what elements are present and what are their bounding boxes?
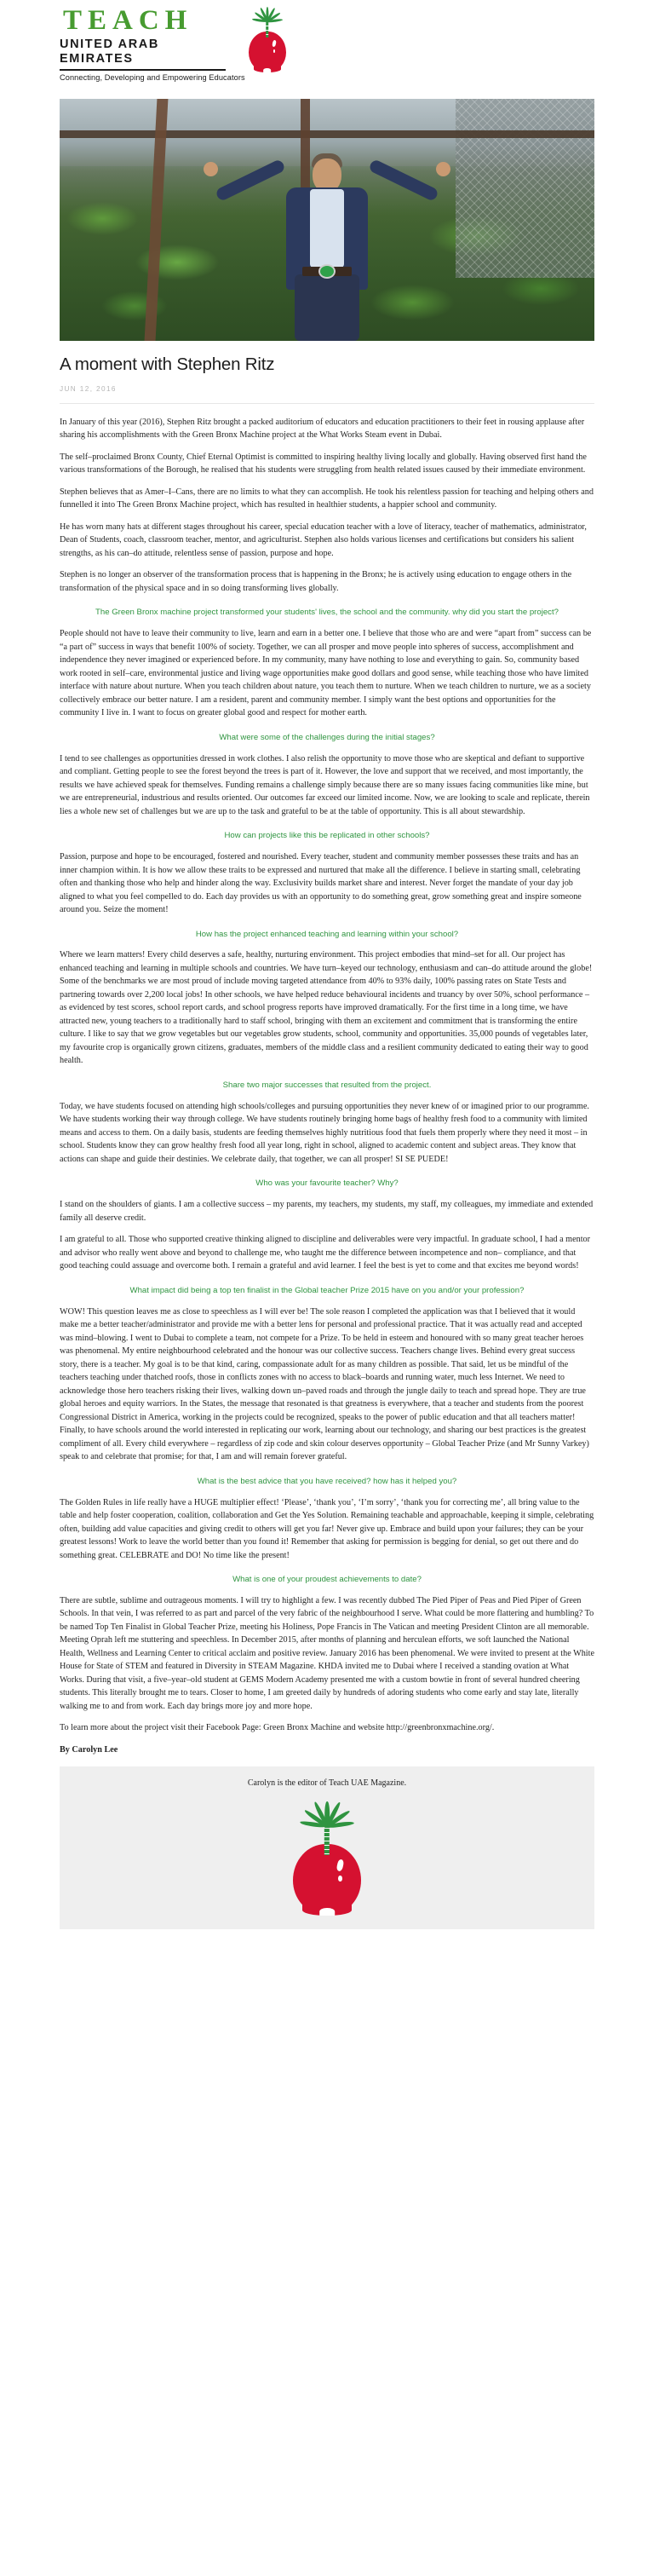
figure-shirt	[310, 189, 344, 268]
interview-question: What is the best advice that you have received? how has it helped you?	[197, 1476, 457, 1486]
paragraph: In January of this year (2016), Stephen Ritz brought a packed auditorium of educators and education practitioners to their feet in rousing applause after sharing his accomplishments with the Green Bronx Machine project at the What Works Steam event in Dubai.	[60, 417, 585, 441]
editor-caption: Carolyn is the editor of Teach UAE Magazine.	[247, 1778, 407, 1788]
figure-legs	[295, 274, 359, 341]
interview-question: Who was your favourite teacher? Why?	[255, 1179, 399, 1189]
paragraph: I tend to see challenges as opportunities dressed in work clothes. I also relish the opportunity to move those who are skeptical and defiant to supportive and compliant. Getting people to see the forest beyond the trees is part of it. However, the love and support that we received, and most importantly, the results we have achieved speak for themselves. Funding remains a challenge simply because there are so many issues facing communities like mine, but we are entrepreneurial, industrious and results oriented. Our outcomes far exceed our limited income. Now, we are looking to scale and replicate, therein lies a whole new set of challenges but we are up to the task and grateful to be at the table of opportunity. This is all about stewardship.	[60, 753, 590, 816]
apple-highlight	[338, 1876, 342, 1882]
paragraph: There are subtle, sublime and outrageous moments. I will try to highlight a few. I was recently dubbed The Pied Piper of Peas and Pied Piper of Green Schools. In that vein, I was referred to as part and parcel of the very fabric of the neighbourhood I serve. What could be more flattering and humbling? To be named Top Ten Finalist in Global Teacher Prize, meeting his Holiness, Pope Francis in The Vatican and meeting President Clinton are all memorable. Meeting Oprah left me stuttering and speechless. In December 2015, after months of planning and herculean efforts, we soft launched the National Health, Wellness and Learning Center to critical acclaim and positive review. January 2016 has been phenomenal. We were invited to present at the White House for State of STEM and featured in Diversity in STEAM Magazine. KHDA invited me to Dubai where I received a standing ovation at What Works. During that visit, a five–year–old student at GEMS Modern Academy presented me with a custom bowtie in front of several hundred cheering students. This literally brought me to tears. Closer to home, I am greeted daily by hundreds of adoring students who come early and stay late, literally walking me to and from work. Each day brings more joy and more hope.	[60, 1595, 594, 1711]
apple-stem	[266, 22, 269, 37]
title-divider	[60, 403, 594, 404]
article-body	[60, 416, 594, 1755]
interview-question: What were some of the challenges during the initial stages?	[219, 732, 435, 742]
apple-palm-logo-icon	[249, 7, 286, 72]
site-logo[interactable]	[60, 7, 281, 82]
closing-paragraph: To learn more about the project visit their Facebook Page: Green Bronx Machine and website http://greenbronxmachine.org/.	[60, 1723, 495, 1733]
apple-notch	[319, 1908, 335, 1915]
paragraph: WOW! This question leaves me as close to speechless as I will ever be! The sole reason I completed the application was that I believed that it would make me a better teacher/administrator and provide me with a better lens for personal and professional practice. That it was actually read and accepted was mind–blowing. I went to Dubai to complete a team, not compete for a Prize. To be held in esteem and honoured with so many great teacher heroes was phenomenal. My entire neighbourhood celebrated and the honour was our collective success. Teachers change lives. Behind every great success story, there is a teacher. My goal is to be that kind, caring, compassionate adult for as many children as possible. That said, let us be mindful of the teachers teaching under thatched roofs, those in conflicts zones with no access to black–boards and running water, much less Internet. We need to acknowledge those hero teachers risking their lives, walking down un–paved roads and through the jungle daily to teach and spread hope. They are true global heroes and equity warriors. In the States, the message that resonated is that greatness is everywhere, that a teacher and students from the poorest Congressional District in America, working in the projects could be recognized, speaks to the power of public education and that all teachers matter! Finally, to have schools around the world interested in replicating our work, learning about our technology, and sharing our best practices is the greatest compliment of all. Every child everywhere – regardless of zip code and skin colour deserves opportunity – Global Teacher Prize (and Mr Sunny Varkey) speak to and celebrate that promise; for that, I am and will remain forever grateful.	[60, 1306, 589, 1462]
paragraph: He has worn many hats at different stages throughout his career, special education teacher with a love of literacy, teacher of mathematics, administrator, Dean of Students, coach, classroom teacher, mentor, and agriculturist. Stephen also holds various licenses and certifications but considers his salient strengths, as his can–do attitude, relentless sense of passion, purpose and hope.	[60, 522, 587, 558]
interview-question: Share two major successes that resulted from the project.	[222, 1080, 432, 1090]
interview-question: How has the project enhanced teaching and learning within your school?	[195, 929, 459, 939]
logo-country: UNITED ARAB EMIRATES	[60, 37, 226, 71]
paragraph: The self–proclaimed Bronx County, Chief Eternal Optimist is committed to inspiring healthy living locally and globally. Having observed first hand the various transformations of the Borough, he realised that his students were struggling from health related issues caused by their immediate environment.	[60, 452, 587, 475]
figure-hand-left	[204, 162, 218, 176]
interview-question: The Green Bronx machine project transformed your students' lives, the school and the community. why did you start the project?	[95, 608, 559, 618]
interview-question: How can projects like this be replicated in other schools?	[224, 831, 430, 841]
paragraph: Stephen believes that as Amer–I–Cans, there are no limits to what they can accomplish. He took his relentless passion for teaching and helping others and funnelled it into The Green Bronx Machine project, which has resulted in healthier students, a happier school and community.	[60, 487, 594, 510]
apple-highlight	[336, 1859, 345, 1872]
site-masthead	[0, 0, 654, 90]
paragraph: Stephen is no longer an observer of the transformation process that is happening in the Bronx; he is actively using education to engage others in the transformation of the physical space and in so doing transforming lives globally.	[60, 570, 572, 593]
logo-brand: TEACH	[63, 5, 193, 36]
apple-stem	[324, 1829, 330, 1856]
article	[60, 341, 594, 1755]
paragraph: Passion, purpose and hope to be encouraged, fostered and nourished. Every teacher, student and community member possesses these traits and has an inner champion within. It is how we allow these traits to be expressed and nurtured that make all the difference. I believe in starting small, celebrating often and thanking those who help and hinder along the way. Exclusivity builds market share and interest. Never forget the mandate of your day job aligned to what you feel compelled to do. Each day provides us with an opportunity to do something great, grow something great and inspire someone around you. Seize the moment!	[60, 852, 582, 914]
paragraph: People should not have to leave their community to live, learn and earn in a better one. I believe that those who are and were “apart from” success can be “a part of” success in ways that benefit 100% of society. Together, we can all prosper and move people into spheres of success, accomplishment and independence they never imagined or experienced before. In my community, many have nothing to lose and everything to gain. So, community based work rooted in self–care, environmental justice and living wage opportunities make good dollars and good sense, while teaching those who have limited interface with nature about nurture. When you teach children about nature, you teach them to nurture. When we teach children to nurture, we as a society collectively embrace our better nature. I am a resident, parent and community member. I simply want the best options and opportunities for the community I live in. I want to focus on greater global good and respect for mother earth.	[60, 629, 592, 718]
figure-hand-right	[436, 162, 450, 176]
apple-highlight	[272, 40, 278, 48]
hero-person-figure	[229, 145, 425, 341]
paragraph: The Golden Rules in life really have a HUGE multiplier effect! ‘Please’, ‘thank you’, ‘I’m sorry’, ‘thank you for correcting me’, all bring value to the table and help foster cooperation, coalition, collaboration and Get the Yes Solution. Remaining teachable and approachable, keeping it simple, celebrating often, building add value capacities and giving credit to others will get you far! Never give up. Embrace and build upon your failures; they can be your greatest lessons! Work to leave the world better than you found it! Remember that asking for permission is begging for denial, so get out there and do something great. CELEBRATE and DO! No time like the present!	[60, 1497, 594, 1560]
interview-question: What impact did being a top ten finalist in the Global teacher Prize 2015 have on you and/or your profession?	[129, 1285, 525, 1295]
figure-belt-buckle	[318, 264, 336, 279]
page-title: A moment with Stephen Ritz	[60, 354, 275, 374]
apple-notch	[263, 68, 272, 72]
apple-palm-logo-icon	[293, 1801, 361, 1914]
paragraph: I am grateful to all. Those who supported creative thinking aligned to discipline and deliverables were very impactful. In graduate school, I had a mentor and advisor who really went above and beyond to challenge me, who taught me the difference between incompetence and non– compliance, and that good teaching could assuage and overcome both. I remain a grateful and avid learner. I feel the best is yet to come and that excites me beyond words!	[60, 1235, 591, 1271]
interview-question: What is one of your proudest achievements to date?	[232, 1575, 422, 1585]
logo-tagline: Connecting, Developing and Empowering Educators	[60, 72, 245, 82]
paragraph: Where we learn matters! Every child deserves a safe, healthy, nurturing environment. This project embodies that mind–set for all. Our project has enhanced teaching and learning in multiple schools and countries. We have turn–keyed our technology, enthusiasm and can–do attitude around the globe! Some of the benchmarks we are most proud of include moving targeted attendance from 40% to 93% daily, 100% passing rates on State Tests and partnering towards over 2,200 local jobs! In other schools, we have helped reduce behavioural incidents and truancy by over 50%, school performance – as evidenced by test scores, school report cards, and school progress reports have improved dramatically. For the first time in a long time, we have attracted new, young teachers to a traditionally hard to staff school, bringing with them an excitement and commitment that is transforming the entire culture. I like to say that we grow vegetables but our vegetables grow students, school, community and opportunities. 35,000 pounds of vegetables later, my favourite crop is organically grown citizens, graduates, members of the middle class and a resilient community dedicated to eating their way to good health.	[60, 950, 593, 1066]
publish-date: JUN 12, 2016	[60, 384, 117, 393]
hero-photo	[60, 99, 594, 341]
paragraph: Today, we have students focused on attending high schools/colleges and pursuing opportunities they never knew of or imagined prior to our programme. We have students working their way through college. We have students routinely bringing home bags of healthy fresh food to a community with limited means and access to them. On a daily basis, students are feeding themselves highly nutritious food that fuels them properly where they need it most – in school. Students know they can grow healthy fresh food all year long, right in school, aligned to academic content and subject areas. They know that actions can shape and guide their destinies. We celebrate daily, that together, we can all prosper! SI SE PUEDE!	[60, 1101, 589, 1164]
hero-fence	[456, 99, 594, 278]
paragraph: I stand on the shoulders of giants. I am a collective success – my parents, my teachers, my students, my staff, my colleagues, my immediate and extended family all deserve credit.	[60, 1200, 594, 1223]
article-byline: By Carolyn Lee	[60, 1744, 118, 1755]
hero-beam-horizontal	[60, 130, 594, 138]
editor-footer-card	[60, 1766, 594, 1929]
logo-text-block	[60, 7, 245, 82]
apple-highlight	[273, 49, 276, 53]
